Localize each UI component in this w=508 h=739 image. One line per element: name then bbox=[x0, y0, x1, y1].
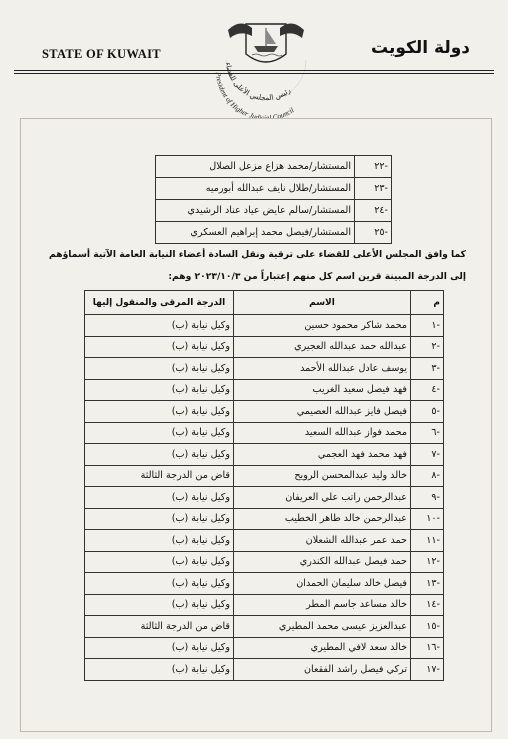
row-number: -١٣ bbox=[411, 573, 444, 595]
header-name: الاسم bbox=[234, 291, 411, 315]
row-degree: وكيل نيابة (ب) bbox=[85, 594, 234, 616]
table-row bbox=[85, 358, 444, 380]
list-item-number: -٢٤ bbox=[355, 200, 392, 222]
row-number: -١٦ bbox=[411, 637, 444, 659]
row-degree: وكيل نيابة (ب) bbox=[85, 379, 234, 401]
row-name: حمد عمر عبدالله الشعلان bbox=[234, 530, 411, 552]
row-name: يوسف عادل عبدالله الأحمد bbox=[234, 358, 411, 380]
table-row bbox=[85, 659, 444, 681]
list-item-name: المستشار/فيصل محمد إبراهيم العسكري bbox=[156, 222, 355, 244]
row-degree: وكيل نيابة (ب) bbox=[85, 401, 234, 423]
header-num: م bbox=[411, 291, 444, 315]
row-number: -٨ bbox=[411, 465, 444, 487]
table-row bbox=[85, 530, 444, 552]
row-name: فيصل خالد سليمان الحمدان bbox=[234, 573, 411, 595]
row-number: -١١ bbox=[411, 530, 444, 552]
list-item-name: المستشار/محمد هزاع مزعل الصلال bbox=[156, 156, 355, 178]
header-rule bbox=[14, 70, 494, 71]
row-number: -٣ bbox=[411, 358, 444, 380]
top-list-table bbox=[155, 155, 392, 244]
emblem-seal-icon bbox=[212, 14, 320, 118]
table-row bbox=[85, 573, 444, 595]
decision-paragraph-line2: إلى الدرجة المبينة قرين اسم كل منهم إعتباراً من ٢٠٢٣/١٠/٣ وهم: bbox=[168, 271, 466, 282]
row-name: عبدالله حمد عبدالله العجيري bbox=[234, 336, 411, 358]
table-row bbox=[85, 616, 444, 638]
row-degree: وكيل نيابة (ب) bbox=[85, 422, 234, 444]
row-number: -٢ bbox=[411, 336, 444, 358]
row-name: حمد فيصل عبدالله الكندري bbox=[234, 551, 411, 573]
row-name: خالد وليد عبدالمحسن الرويح bbox=[234, 465, 411, 487]
row-name: عبدالرحمن راتب علي العريفان bbox=[234, 487, 411, 509]
row-degree: وكيل نيابة (ب) bbox=[85, 315, 234, 337]
list-item bbox=[156, 200, 392, 222]
promotion-table bbox=[84, 290, 444, 681]
row-number: -١٥ bbox=[411, 616, 444, 638]
table-row bbox=[85, 465, 444, 487]
decision-paragraph-line1: كما وافق المجلس الأعلى للقضاء على ترقية ونقل السادة أعضاء النيابة العامة الآتية أسماؤهم bbox=[49, 249, 466, 260]
row-number: -٥ bbox=[411, 401, 444, 423]
list-item-name: المستشار/سالم عايض عياد عناد الرشيدي bbox=[156, 200, 355, 222]
row-degree: قاض من الدرجة الثالثة bbox=[85, 616, 234, 638]
list-item-number: -٢٣ bbox=[355, 178, 392, 200]
row-degree: وكيل نيابة (ب) bbox=[85, 551, 234, 573]
state-title-en: STATE OF KUWAIT bbox=[42, 47, 161, 61]
row-name: فهد محمد فهد العجمي bbox=[234, 444, 411, 466]
header-rule-thin bbox=[14, 73, 494, 74]
row-name: خالد مساعد جاسم المطر bbox=[234, 594, 411, 616]
row-number: -١٧ bbox=[411, 659, 444, 681]
row-degree: وكيل نيابة (ب) bbox=[85, 530, 234, 552]
list-item bbox=[156, 178, 392, 200]
table-row bbox=[85, 444, 444, 466]
table-row bbox=[85, 315, 444, 337]
list-item bbox=[156, 222, 392, 244]
list-item-name: المستشار/طلال نايف عبدالله أبورميه bbox=[156, 178, 355, 200]
table-row bbox=[85, 422, 444, 444]
row-number: -٦ bbox=[411, 422, 444, 444]
row-number: -٩ bbox=[411, 487, 444, 509]
state-title-ar: دولة الكويت bbox=[370, 38, 470, 58]
row-name: خالد سعد لافي المطيري bbox=[234, 637, 411, 659]
table-row bbox=[85, 551, 444, 573]
table-row bbox=[85, 637, 444, 659]
table-row bbox=[85, 336, 444, 358]
row-name: فيصل فايز عبدالله العصيمي bbox=[234, 401, 411, 423]
row-degree: وكيل نيابة (ب) bbox=[85, 444, 234, 466]
row-name: فهد فيصل سعيد الغريب bbox=[234, 379, 411, 401]
row-degree: قاض من الدرجة الثالثة bbox=[85, 465, 234, 487]
emblem-arc-en: President of Higher Judi l Council bbox=[213, 71, 296, 118]
council-emblem bbox=[212, 14, 320, 118]
list-item-number: -٢٢ bbox=[355, 156, 392, 178]
row-name: محمد شاكر محمود حسين bbox=[234, 315, 411, 337]
list-item bbox=[156, 156, 392, 178]
row-degree: وكيل نيابة (ب) bbox=[85, 573, 234, 595]
row-number: -٤ bbox=[411, 379, 444, 401]
row-degree: وكيل نيابة (ب) bbox=[85, 336, 234, 358]
table-row bbox=[85, 379, 444, 401]
row-name: عبدالرحمن خالد طاهر الخطيب bbox=[234, 508, 411, 530]
row-degree: وكيل نيابة (ب) bbox=[85, 659, 234, 681]
table-row bbox=[85, 401, 444, 423]
table-row bbox=[85, 594, 444, 616]
row-name: تركي فيصل راشد الفقعان bbox=[234, 659, 411, 681]
row-name: محمد فواز عبدالله السعيد bbox=[234, 422, 411, 444]
row-degree: وكيل نيابة (ب) bbox=[85, 637, 234, 659]
row-number: -١٤ bbox=[411, 594, 444, 616]
row-name: عبدالعزيز عيسى محمد المطيري bbox=[234, 616, 411, 638]
svg-text:رئيس المجلس الأعلى للقضاء bbox=[224, 62, 293, 102]
row-number: -٧ bbox=[411, 444, 444, 466]
row-number: -١٢ bbox=[411, 551, 444, 573]
row-number: -١ bbox=[411, 315, 444, 337]
table-row bbox=[85, 487, 444, 509]
emblem-arc-ar: رئيس المجلس الأعلى للقضاء bbox=[224, 61, 293, 103]
row-degree: وكيل نيابة (ب) bbox=[85, 508, 234, 530]
row-degree: وكيل نيابة (ب) bbox=[85, 487, 234, 509]
list-item-number: -٢٥ bbox=[355, 222, 392, 244]
row-number: -١٠ bbox=[411, 508, 444, 530]
table-row bbox=[85, 508, 444, 530]
row-degree: وكيل نيابة (ب) bbox=[85, 358, 234, 380]
header-degree: الدرجة المرقى والمنقول إليها bbox=[85, 291, 234, 315]
table-header-row bbox=[85, 291, 444, 315]
